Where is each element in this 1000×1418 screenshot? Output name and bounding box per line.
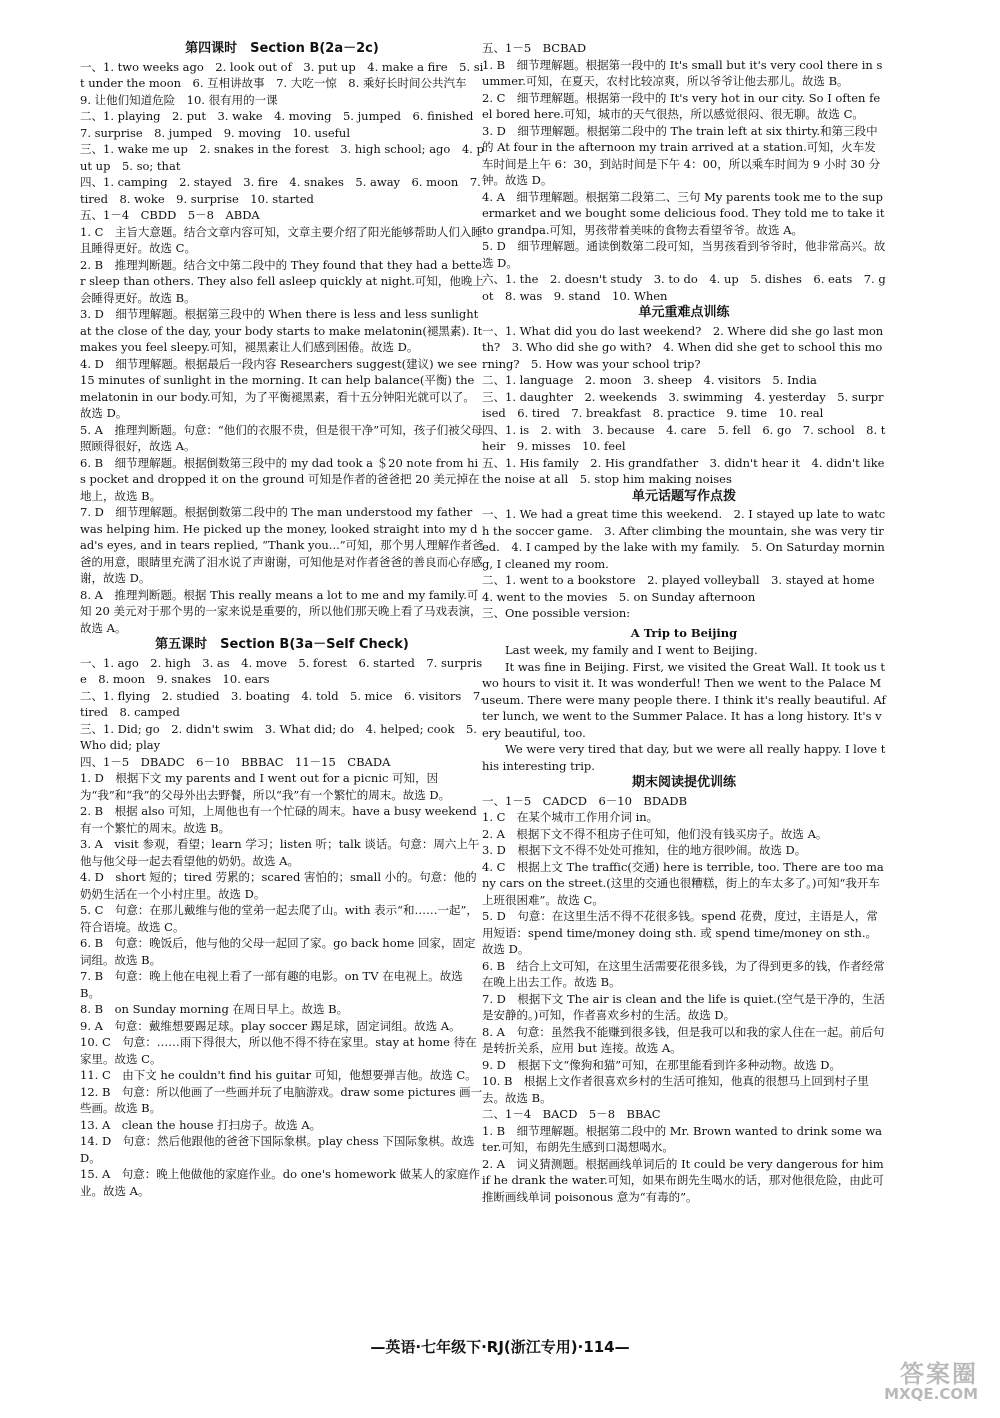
answer-line: 三、1. wake me up 2. snakes in the forest 3. high school; ago 4. put up 5. so; that: [80, 142, 484, 173]
answer-line: 2. B 推理判断题。结合文中第二段中的 They found that they had a better sleep than others. They also fell asleep quickly at night.可知，他晚上会睡得更好。故选 B。: [80, 257, 484, 305]
answer-line: 五、1－4 CBDD 5－8 ABDA: [80, 208, 260, 222]
answer-line: 9. A 句意：戴维想要踢足球。play soccer 踢足球，固定词组。故选 A。: [80, 1018, 461, 1033]
answer-line: 四、1－5 DBADC 6－10 BBBAC 11－15 CBADA: [80, 754, 391, 769]
answer-line: 一、1. two weeks ago 2. look out of 3. put up 4. make a fire 5. sit under the moon 6. 互相讲故事 7. 大吃一惊 8. 乘好长时间公共汽车 9. 让他们知道危险 10. 很有用的一课: [80, 59, 484, 107]
section-title: 单元重难点训练: [638, 305, 730, 320]
answer-line: 7. D 根据下文 The air is clean and the life is quiet.(空气是干净的，生活是安静的。)可知，作者喜欢乡村的生活。故选 D。: [482, 991, 885, 1022]
answer-line: 一、1－5 CADCD 6－10 BDADB: [482, 793, 688, 808]
answer-line: 2. B 根据 also 可知，上周他也有一个忙碌的周末。have a busy weekend 有一个繁忙的周末。故选 B。: [80, 804, 477, 835]
answer-line: 15. A 句意：晚上他做他的家庭作业。do one's homework 做某人的家庭作业。故选 A。: [80, 1167, 480, 1198]
essay-paragraph: Last week, my family and I went to Beijing.: [505, 643, 758, 657]
answer-line: 8. A 推理判断题。根据 This really means a lot to me and my family.可知 20 美元对于那个男的一家来说是重要的，所以他们那天晚上看了马戏表演，故选 A。: [80, 587, 482, 635]
answer-line: 12. B 句意：所以他画了一些画并玩了电脑游戏。draw some pictures 画一些画。故选 B。: [80, 1084, 483, 1115]
answer-line: 1. B 细节理解题。根据第二段中的 Mr. Brown wanted to drink some water.可知，布朗先生感到口渴想喝水。: [482, 1123, 883, 1154]
answer-line: 3. D 细节理解题。根据第三段中的 When there is less and less sunlight at the close of the day, your body starts to make melatonin(褪黑素). It makes you feel sleepy.可知，褪黑素让人们感到困倦。故选 D。: [80, 307, 483, 354]
left-column: [80, 40, 484, 1199]
answer-line: 1. B 细节理解题。根据第一段中的 It's small but it's very cool there in summer.可知，在夏天，农村比较凉爽，所以爷爷让他去那儿。故选 B。: [482, 57, 883, 88]
answer-line: 3. A visit 参观，看望；learn 学习；listen 听；talk 谈话。句意：周六上午他与他父母一起去看望他的奶奶。故选 A。: [80, 837, 480, 868]
answer-line: 14. D 句意：然后他跟他的爸爸下国际象棋。play chess 下国际象棋。故选 D。: [80, 1134, 475, 1165]
section-title: 第四课时 Section B(2a－2c): [185, 41, 379, 56]
answer-line: 四、1. is 2. with 3. because 4. care 5. fell 6. go 7. school 8. their 9. misses 10. feel: [482, 422, 886, 453]
section-title: 期末阅读提优训练: [631, 775, 736, 790]
answer-line: 3. D 细节理解题。根据第二段中的 The train left at six thirty.和第三段中的 At four in the afternoon my train arrived at a station.可知，火车发车时间是上午 6：30，到站时间是下午 4：00，所以乘车时间为 9 小时 30 分钟。故选 D。: [482, 123, 881, 187]
answer-line: 7. B 句意：晚上他在电视上看了一部有趣的电影。on TV 在电视上。故选 B。: [80, 969, 463, 1000]
answer-line: 六、1. the 2. doesn't study 3. to do 4. up 5. dishes 6. eats 7. got 8. was 9. stand 10. When: [482, 272, 886, 303]
answer-line: 五、1. His family 2. His grandfather 3. didn't hear it 4. didn't like the noise at all 5. stop him making noises: [482, 455, 885, 486]
answer-line: 10. C 句意：……雨下得很大，所以他不得不待在家里。stay at home 待在家里。故选 C。: [80, 1035, 477, 1066]
answer-line: 1. C 在某个城市工作用介词 in。: [482, 810, 659, 824]
answer-line: 二、1. playing 2. put 3. wake 4. moving 5. jumped 6. finished 7. surprise 8. jumped 9. moving 10. useful: [80, 109, 485, 140]
answer-line: 9. D 根据下文“像狗和猫”可知，在那里能看到许多种动物。故选 D。: [482, 1057, 841, 1072]
right-column: [482, 40, 886, 1205]
essay-title: A Trip to Beijing: [630, 625, 738, 640]
essay-paragraph: We were very tired that day, but we were all really happy. I love this interesting trip.: [482, 742, 886, 773]
page-footer: —英语·七年级下·RJ(浙江专用)·114—: [370, 1338, 630, 1356]
answer-line: 13. A clean the house 打扫房子。故选 A。: [80, 1117, 322, 1132]
answer-line: 二、1. flying 2. studied 3. boating 4. told 5. mice 6. visitors 7. tired 8. camped: [80, 688, 484, 719]
answer-line: 6. B 句意：晚饭后，他与他的父母一起回了家。go back home 回家，固定词组。故选 B。: [80, 936, 476, 967]
answer-line: 二、1. language 2. moon 3. sheep 4. visitors 5. India: [482, 373, 817, 387]
answer-line: 5. D 细节理解题。通读倒数第二段可知，当男孩看到爷爷时，他非常高兴。故选 D。: [482, 239, 886, 270]
answer-line: 4. D 细节理解题。根据最后一段内容 Researchers suggest(建议) we see 15 minutes of sunlight in the morning. It can help balance(平衡) the melatonin in our body.可知，为了平衡褪黑素，看十五分钟阳光就可以了。故选 D。: [80, 356, 478, 420]
answer-line: 二、1－4 BACD 5－8 BBAC: [482, 1107, 661, 1121]
answer-line: 一、1. What did you do last weekend? 2. Where did she go last month? 3. Who did she go with? 4. When did she get to school this morning? 5. How was your school trip?: [482, 323, 884, 371]
answer-line: 5. C 句意：在那儿戴维与他的堂弟一起去爬了山。with 表示“和……一起”，符合语境。故选 C。: [80, 903, 478, 934]
answer-line: 7. D 细节理解题。根据倒数第二段中的 The man understood my father was helping him. He picked up the money, looked straight into my dad's eyes, and in tears replied, “Thank you...”可知，那个男人理解作者爸爸的用意，眼睛里充满了泪水说了声谢谢，可知他是对作者爸爸的善良而心存感谢，故选 D。: [80, 505, 484, 585]
answer-line: 6. B 细节理解题。根据倒数第三段中的 my dad took a ＄20 note from his pocket and dropped it on the ground 可知是作者的爸爸把 20 美元掉在地上，故选 B。: [80, 455, 480, 503]
watermark-main: 答案圈: [900, 1360, 978, 1388]
answer-line: 11. C 由下文 he couldn't find his guitar 可知，他想要弹吉他。故选 C。: [80, 1068, 477, 1082]
section-title: 第五课时 Section B(3a－Self Check): [155, 637, 409, 652]
answer-line: 5. D 句意：在这里生活不得不花很多钱。spend 花费，度过，主语是人，常用短语：spend time/money doing sth. 或 spend time/money on sth.。故选 D。: [482, 909, 878, 956]
answer-line: 三、1. daughter 2. weekends 3. swimming 4. yesterday 5. surprised 6. tired 7. breakfast 8. practice 9. time 10. real: [482, 389, 884, 420]
answer-line: 一、1. ago 2. high 3. as 4. move 5. forest 6. started 7. surprise 8. moon 9. snakes 10. ears: [80, 655, 483, 686]
answer-line: 4. A 细节理解题。根据第二段第二、三句 My parents took me to the supermarket and we bought some delicious food. They told me to take it to grandpa.可知，男孩带着美味的食物去看望爷爷。故选 A。: [482, 189, 885, 237]
answer-line: 10. B 根据上文作者很喜欢乡村的生活可推知，他真的很想马上回到村子里去。故选 B。: [482, 1074, 869, 1105]
watermark-logo: [884, 1360, 978, 1404]
answer-line: 2. A 根据下文不得不租房子住可知，他们没有钱买房子。故选 A。: [482, 826, 828, 841]
answer-line: 3. D 根据下文不得不处处可推知，住的地方很吵闹。故选 D。: [482, 843, 807, 857]
answer-line: 二、1. went to a bookstore 2. played volleyball 3. stayed at home 4. went to the movies 5. on Sunday afternoon: [482, 573, 887, 604]
answer-line: 一、1. We had a great time this weekend. 2. I stayed up late to watch the soccer game. 3. After climbing the mountain, she was very tired. 4. I camped by the lake with my family. 5. On Saturday morning, I cleaned my room.: [482, 507, 886, 571]
answer-line: 8. A 句意：虽然我不能赚到很多钱，但是我可以和我的家人住在一起。前后句是转折关系，应用 but 连接。故选 A。: [482, 1024, 885, 1055]
answer-line: 四、1. camping 2. stayed 3. fire 4. snakes 5. away 6. moon 7. tired 8. woke 9. surprise 10. started: [80, 175, 481, 206]
answer-line: 1. C 主旨大意题。结合文章内容可知，文章主要介绍了阳光能够帮助人们入睡且睡得更好。故选 C。: [80, 224, 483, 255]
answer-line: 6. B 结合上文可知，在这里生活需要花很多钱，为了得到更多的钱，作者经常在晚上出去工作。故选 B。: [482, 958, 885, 989]
answer-line: 2. C 细节理解题。根据第一段中的 It's very hot in our city. So I often feel bored here.可知，城市的天气很热，所以感觉很闷、很无聊。故选 C。: [482, 90, 881, 121]
watermark-sub: MXQE.COM: [884, 1385, 978, 1403]
answer-line: 五、1－5 BCBAD: [482, 41, 587, 55]
answer-line: 2. A 词义猜测题。根据画线单词后的 It could be very dangerous for him if he drank the water.可知，如果布朗先生喝水的话，那对他很危险，由此可推断画线单词 poisonous 意为“有毒的”。: [482, 1156, 884, 1204]
essay-paragraph: It was fine in Beijing. First, we visited the Great Wall. It took us two hours to visit it. It was wonderful! Then we went to the Palace Museum. There were many people there. I think it's really beautiful. After lunch, we went to the Summer Palace. It has a long history. It's very beautiful, too.: [482, 659, 886, 740]
answer-line: 1. D 根据下文 my parents and I went out for a picnic 可知，因为“我”和“我”的父母外出去野餐，所以“我”有一个繁忙的周末。故选 D。: [80, 771, 451, 802]
answer-line: 三、1. Did; go 2. didn't swim 3. What did; do 4. helped; cook 5. Who did; play: [80, 721, 477, 752]
answer-line: 5. A 推理判断题。句意：“他们的衣服不贵，但是很干净”可知，孩子们被父母照顾得很好，故选 A。: [80, 422, 483, 453]
section-title: 单元话题写作点拨: [631, 488, 736, 504]
answer-line: 4. D short 短的；tired 劳累的；scared 害怕的；small 小的。句意：他的奶奶生活在一个小村庄里。故选 D。: [80, 870, 477, 901]
answer-line: 4. C 根据上文 The traffic(交通) here is terrible, too. There are too many cars on the street.(这里的交通也很糟糕，街上的车太多了。)可知“我开车上班很困难”。故选 C。: [482, 859, 884, 907]
answer-line: 8. B on Sunday morning 在周日早上。故选 B。: [80, 1002, 349, 1016]
answer-line: 三、One possible version:: [482, 606, 631, 620]
